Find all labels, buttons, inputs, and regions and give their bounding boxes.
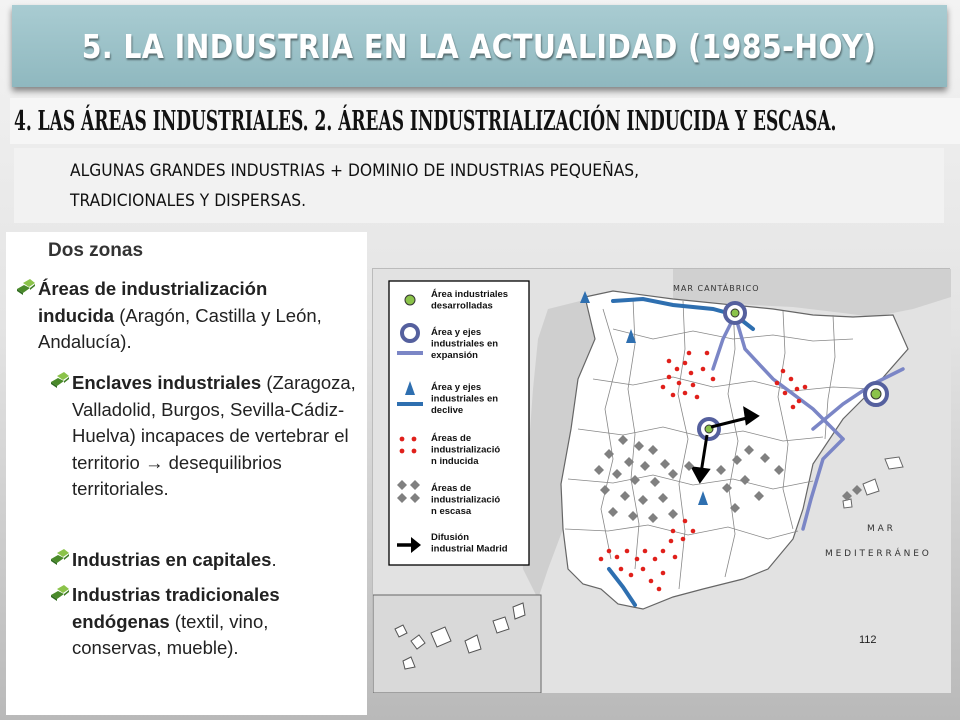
expansion-node — [865, 383, 887, 405]
label-mar: M A R — [867, 524, 893, 534]
bullet-icon — [50, 371, 70, 389]
expansion-node — [699, 419, 719, 439]
bullet-capital-industries: Industrias en capitales. — [72, 549, 277, 570]
intro-line-2: TRADICIONALES Y DISPERSAS. — [70, 191, 307, 210]
map-svg — [373, 269, 951, 693]
bullet-industrial-enclaves: Enclaves industriales (Zaragoza, Valladolid, Burgos, Sevilla-Cádiz-Huelva) incapaces de vertebrar el territorio → desequilibrios territoriales. — [72, 372, 356, 499]
bullet-icon — [50, 584, 70, 602]
svg-text:Áreas de industrializaci: Áreas de industrializació n escasa — [431, 483, 501, 517]
bullet-icon — [50, 548, 70, 566]
arrow-right-icon: → — [145, 451, 164, 473]
slide-subtitle-bar — [10, 98, 960, 144]
title-bar — [12, 5, 947, 87]
slide-subtitle: 4. LAS ÁREAS INDUSTRIALES. 2. ÁREAS INDUSTRIALIZACIÓN INDUCIDA Y ESCASA. — [14, 105, 837, 137]
bullet-icon — [16, 278, 36, 296]
spain-industry-map — [372, 268, 950, 692]
left-text-panel — [6, 232, 367, 715]
intro-box — [14, 148, 944, 223]
svg-text:Difusión industrial Madr: Difusión industrial Madrid — [431, 532, 508, 555]
svg-text:Áreas de industrializaci: Áreas de industrializació n inducida — [431, 433, 501, 467]
expansion-node — [725, 303, 745, 323]
svg-text:Área y ejes industriales: Área y ejes industriales en declive — [431, 382, 499, 416]
label-cantabrico: MAR CANTÁBRICO — [673, 284, 760, 293]
slide-title: 5. LA INDUSTRIA EN LA ACTUALIDAD (1985-HOY) — [82, 26, 877, 66]
bullet-traditional-industries: Industrias tradicionales endógenas (textil, vino, conservas, mueble). — [72, 584, 280, 658]
bullet-induced-areas: Áreas de industrialización inducida (Aragón, Castilla y León, Andalucía). — [38, 278, 322, 352]
section-heading: Dos zonas — [48, 240, 144, 261]
svg-text:Área industriales desarr: Área industriales desarrolladas — [431, 289, 509, 312]
intro-line-1: ALGUNAS GRANDES INDUSTRIAS + DOMINIO DE INDUSTRIAS PEQUEÑAS, — [70, 161, 640, 180]
label-mediterraneo: M E D I T E R R Á N E O — [825, 549, 929, 559]
svg-text:Área y ejes industriales: Área y ejes industriales en expansión — [431, 327, 499, 361]
page-number: 112 — [859, 634, 877, 646]
